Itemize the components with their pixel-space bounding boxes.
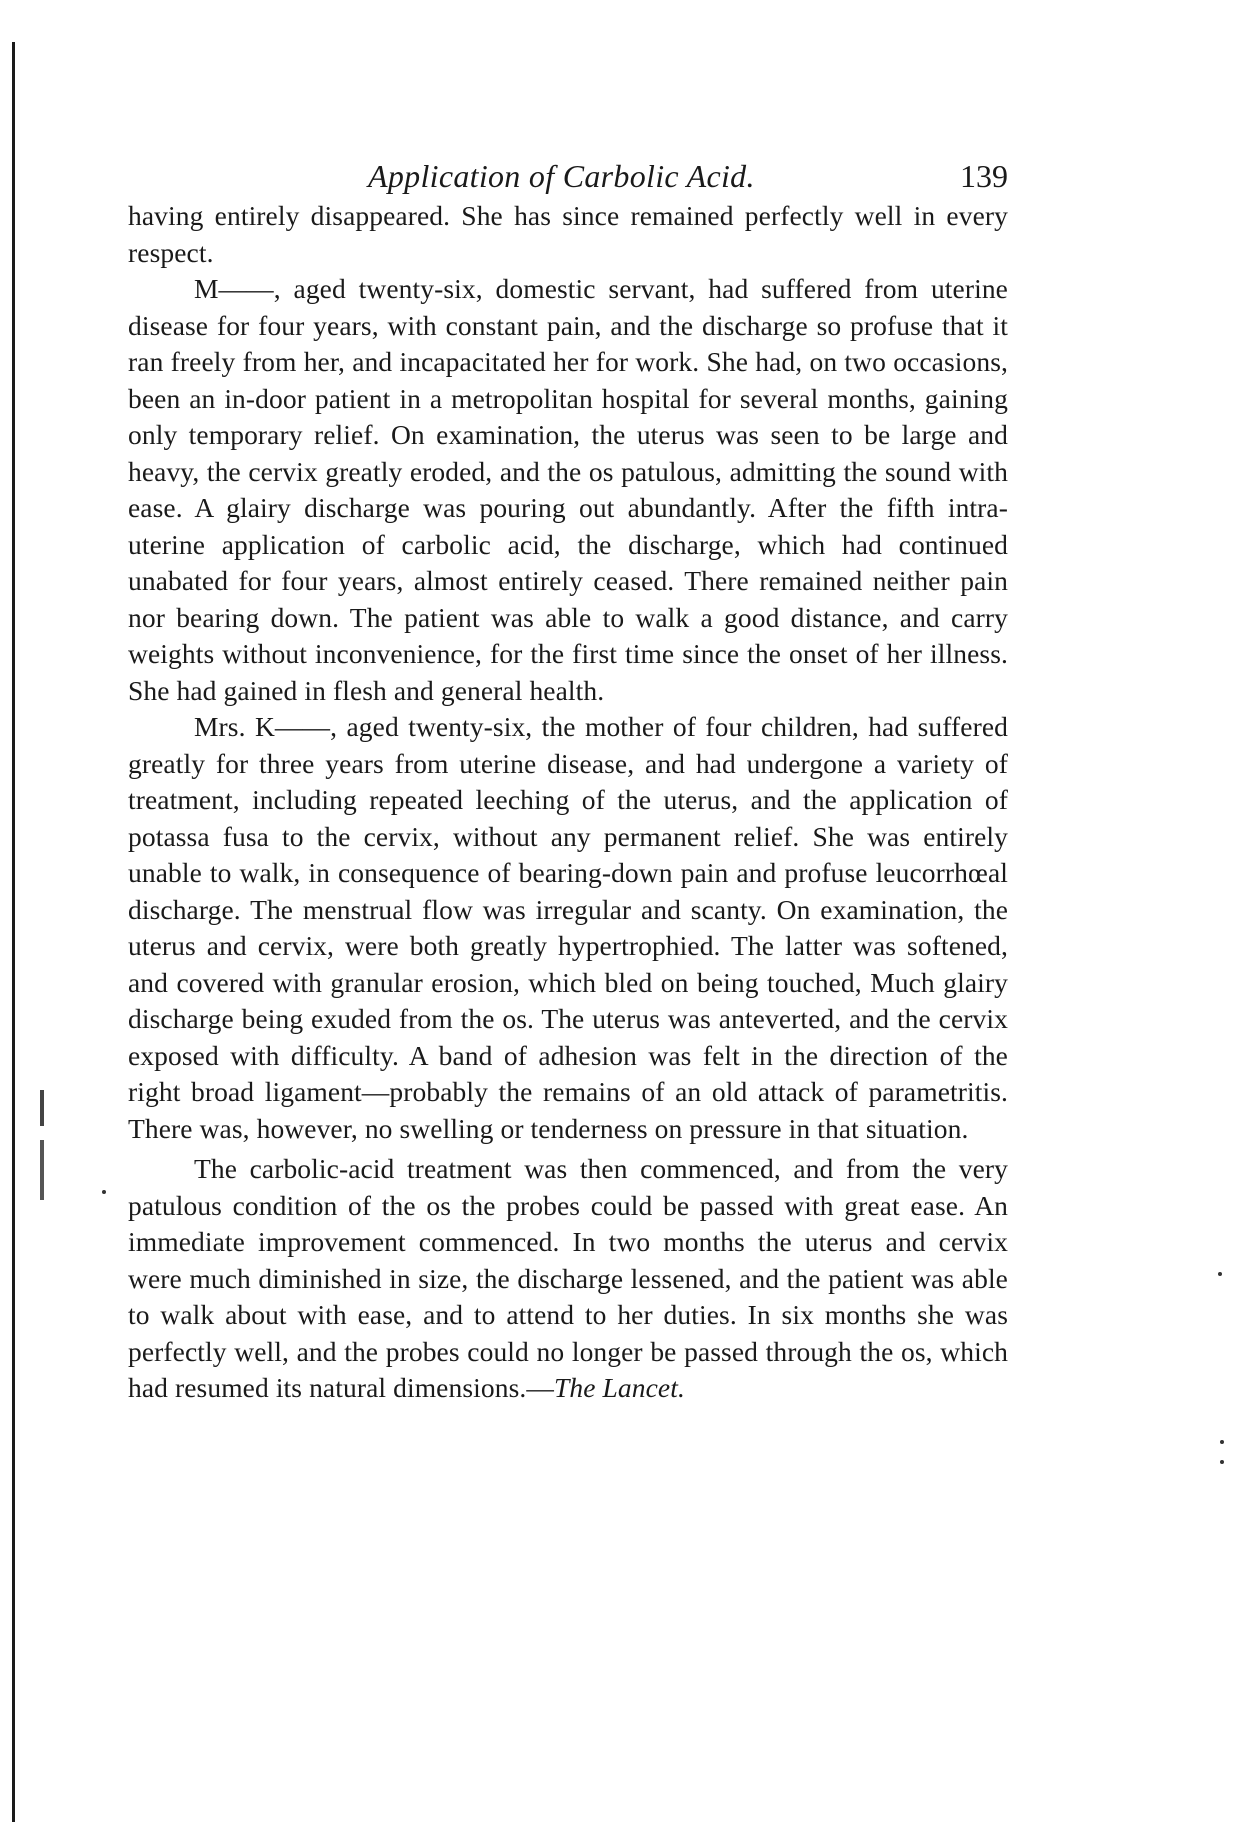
scan-speck	[102, 1190, 106, 1194]
paragraph-case-m: M——, aged twenty-six, domestic servant, had suffered from uterine disease for four years, with constant pain, and the discharge so profuse that it ran freely from her, and incapacitated her for work. She had, on two occasions, been an in-door patient in a metropolitan hospital for several months, gaining only temporary relief. On examination, the uterus was seen to be large and heavy, the cervix greatly eroded, and the os patulous, admitting the sound with ease. A glairy discharge was pouring out abundantly. After the fifth intra-uterine application of carbolic acid, the discharge, which had continued unabated for four years, almost entirely ceased. There remained neither pain nor bearing down. The patient was able to walk a good distance, and carry weights without inconvenience, for the first time since the onset of her illness. She had gained in flesh and general health.	[128, 273, 1008, 706]
book-page	[128, 148, 1008, 1407]
scan-speck	[1220, 1440, 1224, 1444]
scan-edge-mark	[40, 1140, 44, 1200]
running-title: Application of Carbolic Acid.	[368, 158, 755, 194]
paragraph-case-mrs-k: Mrs. K——, aged twenty-six, the mother of four children, had suffered greatly for three years from uterine disease, and had undergone a variety of treatment, including repeated leeching of the uterus, and the application of potassa fusa to the cervix, without any permanent relief. She was entirely unable to walk, in consequence of bearing-down pain and profuse leucorrhœal discharge. The menstrual flow was irregular and scanty. On examination, the uterus and cervix, were both greatly hypertrophied. The latter was softened, and covered with granular erosion, which bled on being touched, Much glairy discharge being exuded from the os. The uterus was anteverted, and the cervix exposed with difficulty. A band of adhesion was felt in the direction of the right broad ligament—probably the remains of an old attack of parametritis. There was, however, no swelling or tenderness on pressure in that situation.	[128, 711, 1008, 1144]
paragraph-treatment-text: The carbolic-acid treatment was then commenced, and from the very patulous condition of the os the probes could be passed with great ease. An immediate improvement commenced. In two months the uterus and cervix were much diminished in size, the discharge lessened, and the patient was able to walk about with ease, and to attend to her duties. In six months she was perfectly well, and the probes could no longer be passed through the os, which had resumed its natural dimensions.—	[128, 1153, 1008, 1403]
scan-edge-line	[12, 42, 15, 1822]
source-citation: The Lancet.	[553, 1372, 685, 1403]
scan-edge-mark	[40, 1090, 44, 1126]
scan-speck	[1220, 1460, 1224, 1464]
paragraph-treatment	[128, 1151, 1008, 1407]
running-head	[128, 148, 1008, 198]
body-text	[128, 198, 1008, 1407]
page-number: 139	[960, 158, 1008, 194]
paragraph-continuation: having entirely disappeared. She has since remained perfectly well in every respect.	[128, 200, 1008, 268]
scan-speck	[1218, 1272, 1222, 1276]
